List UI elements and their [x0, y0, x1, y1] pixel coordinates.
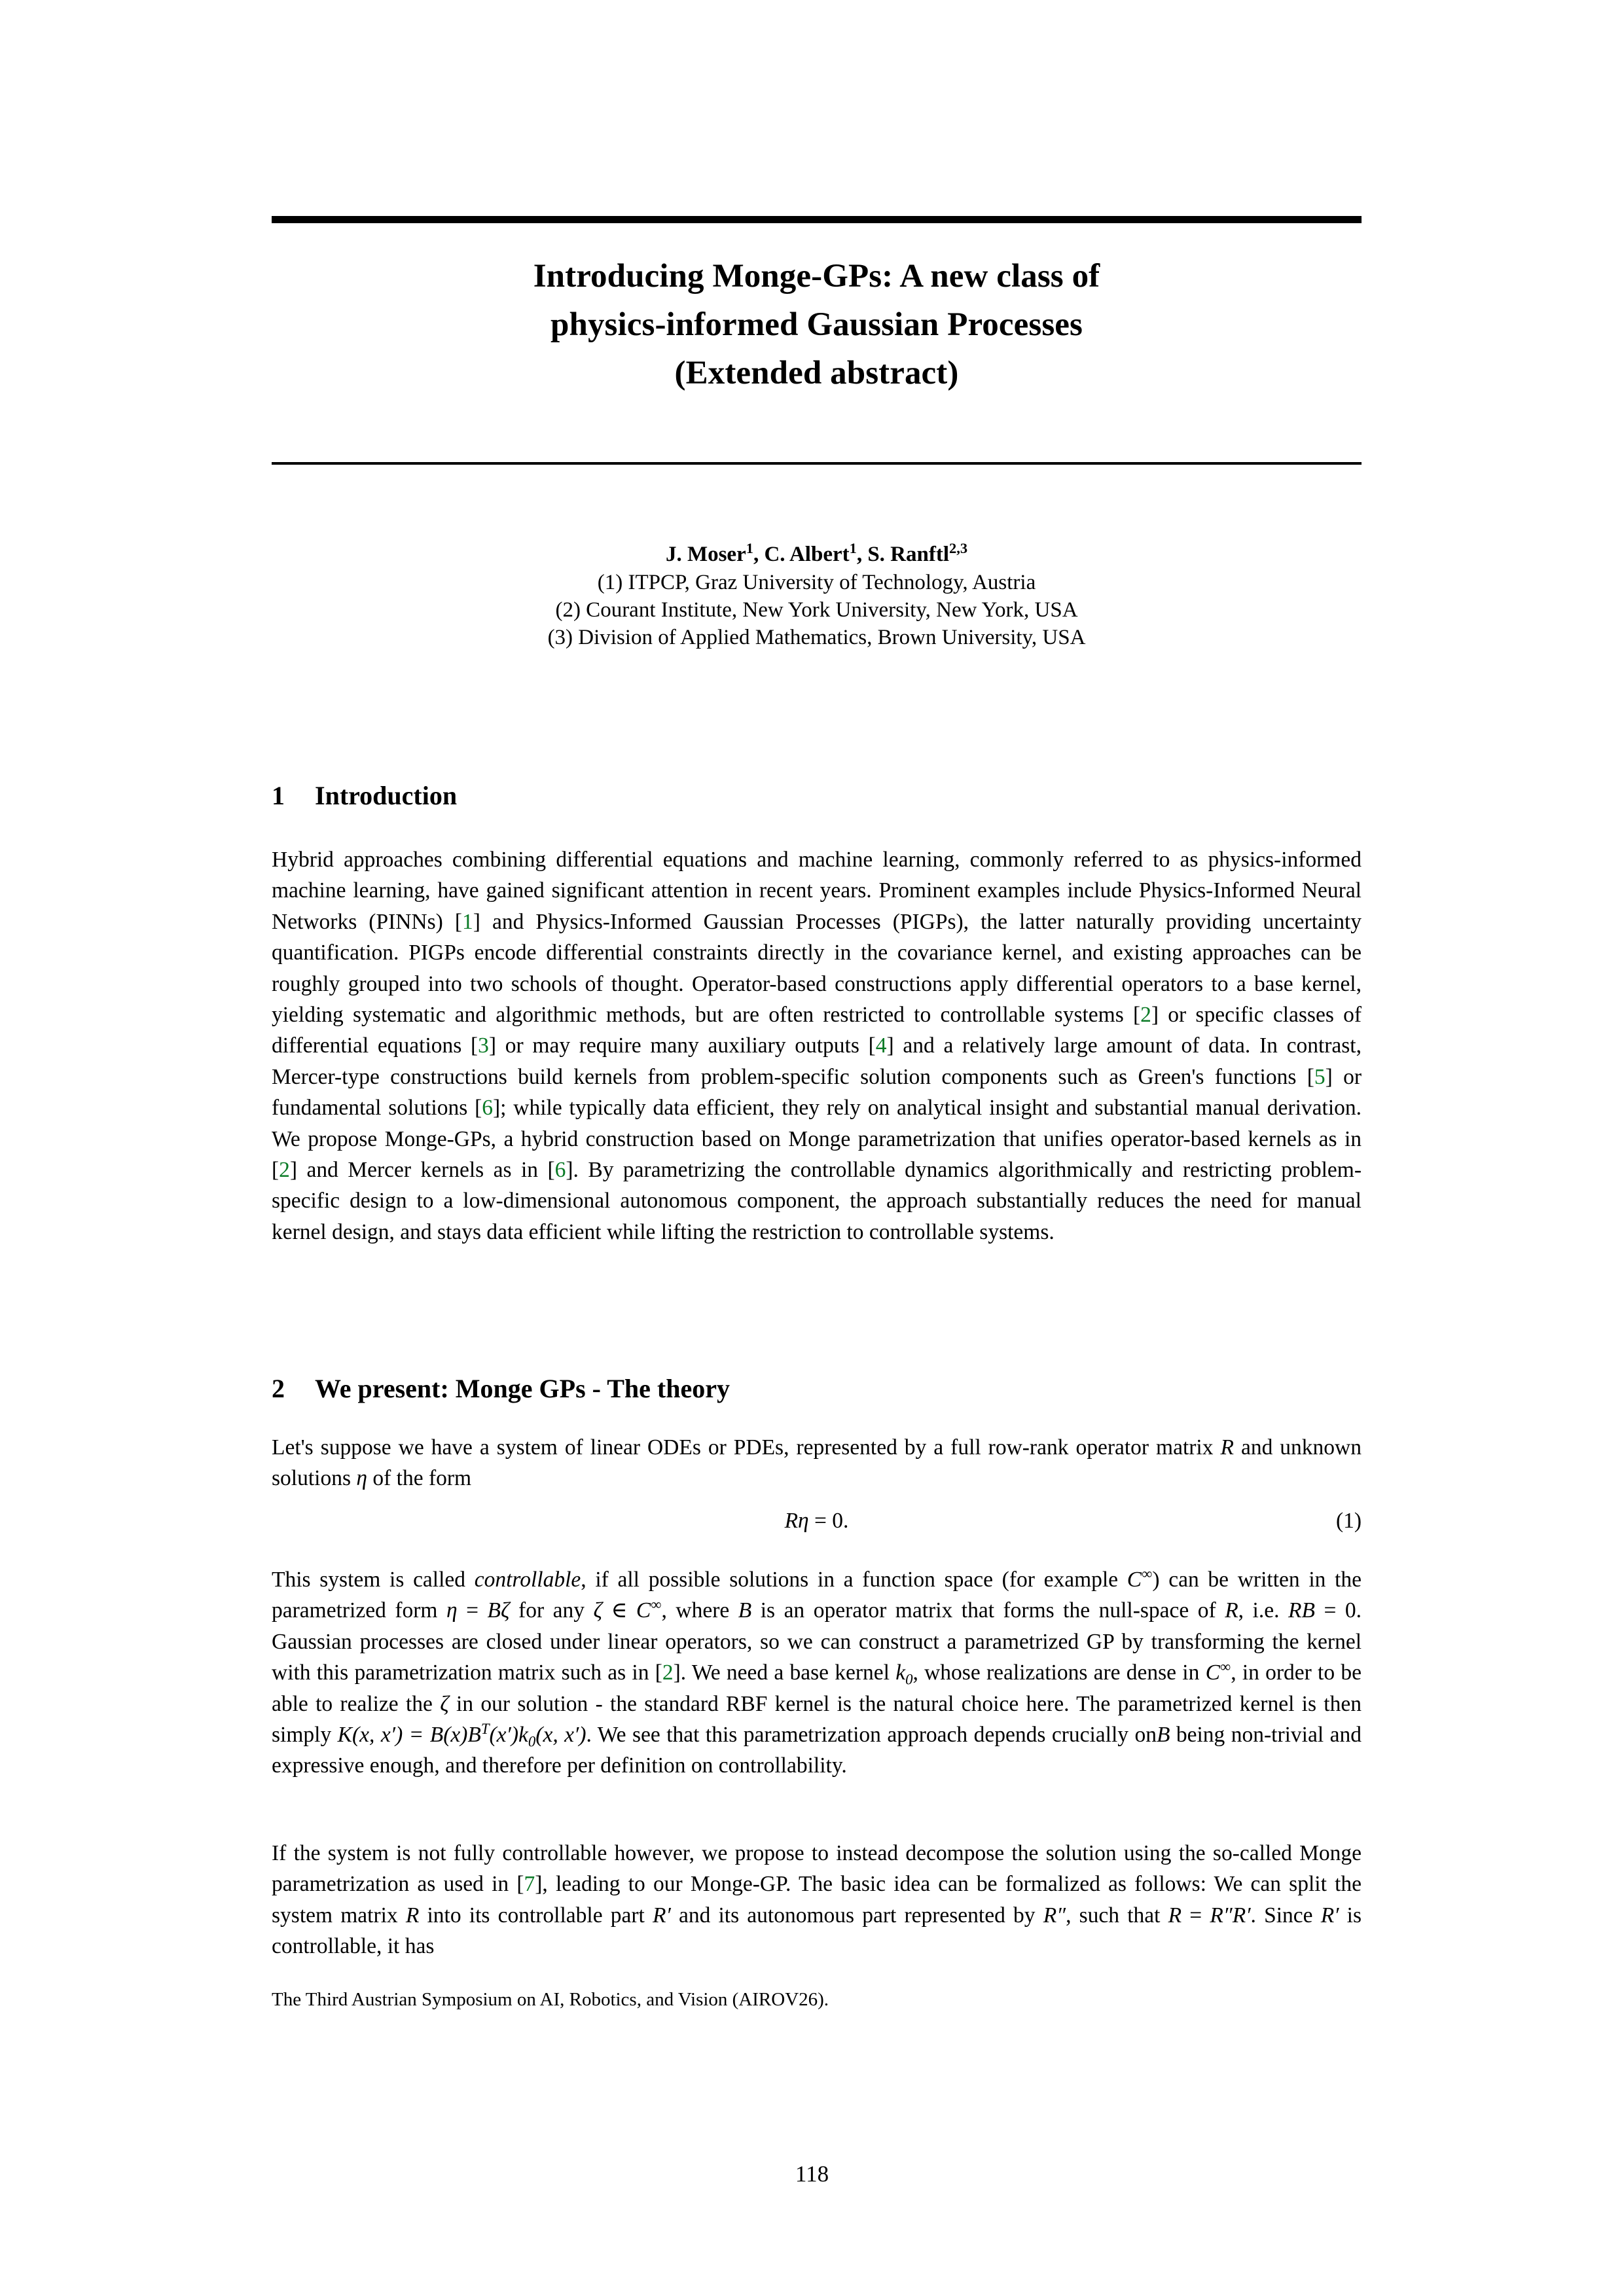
math-equals-p4: =: [1182, 1903, 1210, 1928]
math-zeta-2: ζ: [593, 1598, 603, 1623]
p1-text-f: ] or fundamental solutions [: [272, 1064, 1362, 1121]
p1-text-i: ]. By parametrizing the controllable dynamics algorithmically and restricting problem-specific design to a low-dimensional autonomous component, the approach substantially reduces the need for manual kernel design, and stays data efficient while lifting the restriction to controllable systems.: [272, 1158, 1362, 1244]
equation-1-number: (1): [1335, 1509, 1362, 1533]
paragraph-introduction: [272, 844, 1362, 1247]
math-k: k: [895, 1660, 906, 1685]
citation-ref-9[interactable]: 2: [662, 1660, 674, 1685]
p3-text-g: , i.e.: [1238, 1598, 1288, 1623]
math-eta: η: [356, 1466, 367, 1491]
p3-text-n: being non-trivial and expressive enough, and therefore per definition on controllability.: [272, 1723, 1362, 1778]
author-3-affil-marker: 2,3: [949, 540, 968, 556]
citation-ref-5[interactable]: 5: [1314, 1064, 1326, 1089]
math-kernel-expr-1: K(x, x′) = B(x)B: [337, 1723, 481, 1748]
author-names: [272, 540, 1362, 569]
citation-ref-7[interactable]: 2: [279, 1158, 290, 1183]
math-R-p4-1: R: [405, 1903, 420, 1928]
p3-text-k: , in order to be able to realize the: [272, 1660, 1362, 1716]
p3-text-e: , where: [661, 1598, 738, 1623]
math-R: R: [1220, 1435, 1234, 1460]
math-R-product: R″R′: [1210, 1903, 1251, 1928]
section-2-number: 2: [272, 1374, 285, 1403]
math-eta-1: η: [446, 1598, 458, 1623]
paragraph-controllable: [272, 1564, 1362, 1782]
author-2-name: , C. Albert: [753, 543, 850, 566]
math-R-p4-2: R: [1168, 1903, 1182, 1928]
section-2-title: We present: Monge GPs - The theory: [315, 1374, 731, 1403]
title-bottom-rule: [272, 462, 1362, 465]
p1-text-e: ] and a relatively large amount of data. In contrast, Mercer-type constructions build kernels from problem-specific solution components such as Green's functions [: [272, 1033, 1362, 1089]
citation-ref-1[interactable]: 1: [462, 909, 473, 934]
math-R-1: R: [1225, 1598, 1238, 1623]
eq1-eta: η: [798, 1509, 809, 1533]
math-infinity-2: ∞: [651, 1596, 662, 1613]
p1-text-c: ] or specific classes of differential equations [: [272, 1003, 1362, 1058]
p1-text-b: ] and Physics-Informed Gaussian Processes (PIGPs), the latter naturally providing uncertainty quantification. PIGPs encode differential constraints directly in the covariance kernel, and existing approaches can be roughly grouped into two schools of thought. Operator-based constructions apply differential operators to a base kernel, yielding systematic and algorithmic methods, but are often restricted to controllable systems [: [272, 909, 1362, 1028]
math-zeta-3: ζ: [440, 1691, 449, 1716]
paragraph-monge: [272, 1838, 1362, 1962]
math-kernel-expr-2: (x′)k: [489, 1723, 528, 1748]
section-1-number: 1: [272, 781, 285, 810]
author-1-name: J. Moser: [665, 543, 746, 566]
math-infinity-1: ∞: [1142, 1565, 1153, 1582]
math-C-2: C: [636, 1598, 651, 1623]
section-1-title: Introduction: [315, 781, 458, 810]
p2-text-c: of the form: [367, 1466, 472, 1491]
p3-text-b: , if all possible solutions in a function space (for example: [581, 1568, 1127, 1592]
citation-ref-3[interactable]: 3: [478, 1033, 489, 1058]
section-heading-theory: [272, 1373, 1362, 1404]
affiliation-1: (1) ITPCP, Graz University of Technology, Austria: [597, 571, 1036, 594]
p3-text-h: = 0. Gaussian processes are closed under linear operators, so we can construct a parametrized GP by transforming the kernel with this parametrization matrix such as in [: [272, 1598, 1362, 1685]
p3-text-f: is an operator matrix that forms the null-space of: [751, 1598, 1225, 1623]
equation-1: [272, 1505, 1362, 1536]
citation-ref-4[interactable]: 4: [875, 1033, 887, 1058]
p3-text-j: , whose realizations are dense in: [912, 1660, 1206, 1685]
p4-text-c: into its controllable part: [419, 1903, 653, 1928]
math-element-of: ∈: [602, 1598, 636, 1623]
math-B-2: B: [738, 1598, 752, 1623]
p3-text-l: in our solution - the standard RBF kernel is the natural choice here. The parametrized kernel is then simply: [272, 1691, 1362, 1748]
p1-text-a: Hybrid approaches combining differential equations and machine learning, commonly referred to as physics-informed machine learning, have gained significant attention in recent years. Prominent examples include Physics-Informed Neural Networks (PINNs) [: [272, 848, 1362, 934]
term-controllable: controllable: [474, 1568, 581, 1592]
math-B-3: B: [1156, 1723, 1170, 1748]
p3-text-d: for any: [509, 1598, 594, 1623]
paper-title: [272, 252, 1362, 397]
author-2-affil-marker: 1: [849, 540, 857, 556]
citation-ref-8[interactable]: 6: [554, 1158, 566, 1183]
author-1-affil-marker: 1: [746, 540, 753, 556]
citation-ref-10[interactable]: 7: [524, 1872, 535, 1897]
p4-text-h: is controllable, it has: [272, 1903, 1362, 1959]
affiliation-2: (2) Courant Institute, New York University, New York, USA: [555, 598, 1078, 622]
title-line-3: (Extended abstract): [674, 355, 959, 391]
affiliation-3: (3) Division of Applied Mathematics, Brown University, USA: [547, 626, 1086, 649]
section-heading-introduction: [272, 780, 1362, 811]
p3-text-a: This system is called: [272, 1568, 475, 1592]
p4-text-b: ], leading to our Monge-GP. The basic idea can be formalized as follows: We can split the system matrix: [272, 1872, 1362, 1928]
title-top-rule: [272, 216, 1362, 223]
math-kernel-sub-0: 0: [528, 1733, 536, 1750]
math-RB: RB: [1288, 1598, 1315, 1623]
p1-text-d: ] or may require many auxiliary outputs [: [488, 1033, 876, 1058]
p3-text-c: ) can be written in the parametrized form: [272, 1568, 1362, 1623]
p4-text-a: If the system is not fully controllable however, we propose to instead decompose the solution using the so-called Monge parametrization as used in [: [272, 1841, 1362, 1897]
math-kernel-transpose: T: [480, 1720, 490, 1737]
math-B-1: B: [487, 1598, 501, 1623]
eq1-R: R: [784, 1509, 799, 1533]
p1-text-g: ]; while typically data efficient, they rely on analytical insight and substantial manual derivation. We propose Monge-GPs, a hybrid construction based on Monge parametrization that unifies operator-based kernels as in [: [272, 1096, 1362, 1183]
math-zeta-1: ζ: [500, 1598, 510, 1623]
p2-text-a: Let's suppose we have a system of linear ODEs or PDEs, represented by a full row-rank operator matrix: [272, 1435, 1221, 1460]
title-line-2: physics-informed Gaussian Processes: [550, 306, 1083, 343]
p4-text-g: . Since: [1250, 1903, 1321, 1928]
author-block: [272, 540, 1362, 651]
eq1-rest: = 0.: [808, 1509, 849, 1533]
math-infinity-3: ∞: [1219, 1659, 1231, 1676]
p4-text-d: and its autonomous part represented by: [670, 1903, 1043, 1928]
author-3-name: , S. Ranftl: [856, 543, 950, 566]
footnote: The Third Austrian Symposium on AI, Robotics, and Vision (AIROV26).: [272, 1989, 829, 2010]
math-C-1: C: [1127, 1568, 1142, 1592]
title-line-1: Introducing Monge-GPs: A new class of: [533, 258, 1100, 295]
p3-text-i: ]. We need a base kernel: [673, 1660, 896, 1685]
paragraph-setup: [272, 1432, 1362, 1494]
citation-ref-6[interactable]: 6: [482, 1096, 493, 1121]
math-R-prime-2: R′: [1320, 1903, 1339, 1928]
math-k-subscript: 0: [905, 1671, 913, 1688]
p3-text-m: . We see that this parametrization approach depends crucially on: [586, 1723, 1157, 1748]
math-C-3: C: [1205, 1660, 1220, 1685]
citation-ref-2[interactable]: 2: [1140, 1003, 1151, 1028]
page-number: 118: [795, 2161, 829, 2187]
math-kernel-expr-3: (x, x′): [535, 1723, 586, 1748]
math-R-prime-1: R′: [652, 1903, 671, 1928]
math-R-double-prime-1: R″: [1043, 1903, 1066, 1928]
p2-text-b: and unknown solutions: [272, 1435, 1362, 1491]
p4-text-e: , such that: [1066, 1903, 1168, 1928]
math-equals-1: =: [457, 1598, 488, 1623]
p1-text-h: ] and Mercer kernels as in [: [289, 1158, 555, 1183]
